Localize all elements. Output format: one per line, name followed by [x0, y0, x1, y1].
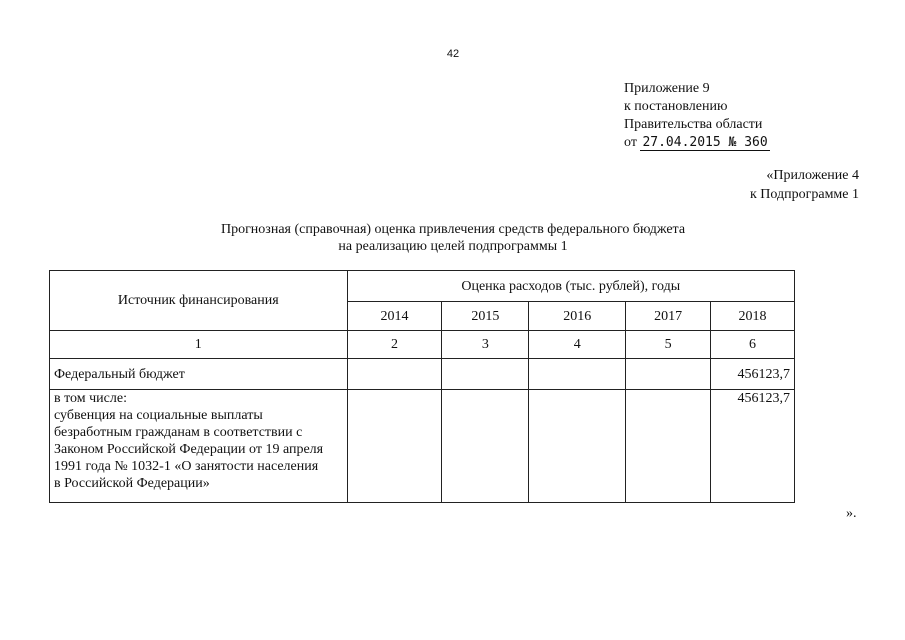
value-cell — [626, 359, 711, 390]
decree-number: 360 — [744, 135, 768, 150]
source-line: в том числе: — [54, 391, 127, 406]
value-cell — [626, 390, 711, 503]
appendix-date-line — [624, 134, 770, 152]
source-line: 1991 года № 1032-1 «О занятости населения — [54, 459, 319, 474]
source-line: безработным гражданам в соответствии с — [54, 425, 303, 440]
column-numbers-row — [50, 331, 795, 359]
subappendix-title: «Приложение 4 — [766, 168, 859, 183]
year-cell: 2014 — [347, 302, 442, 331]
appendix-line-2: к постановлению — [624, 99, 728, 114]
header-source: Источник финансирования — [50, 271, 348, 331]
funding-table — [49, 270, 795, 503]
number-sign: № — [728, 135, 737, 150]
value-cell — [529, 390, 626, 503]
source-line: Законом Российской Федерации от 19 апреля — [54, 442, 324, 457]
column-number: 6 — [711, 331, 795, 359]
title-line-2: на реализацию целей подпрограммы 1 — [338, 239, 568, 254]
column-number: 2 — [347, 331, 442, 359]
value-cell: 456123,7 — [711, 359, 795, 390]
column-number: 3 — [442, 331, 529, 359]
source-cell: Федеральный бюджет — [50, 359, 348, 390]
source-cell — [50, 390, 348, 503]
column-number: 4 — [529, 331, 626, 359]
header-row — [50, 271, 795, 302]
value-cell — [442, 359, 529, 390]
column-number: 5 — [626, 331, 711, 359]
document-title — [120, 221, 786, 255]
table-row — [50, 359, 795, 390]
value-cell: 456123,7 — [711, 390, 795, 503]
appendix-block — [624, 80, 770, 152]
appendix-title: Приложение 9 — [624, 81, 710, 96]
date-prefix: от — [624, 135, 637, 150]
column-number: 1 — [50, 331, 348, 359]
year-cell: 2015 — [442, 302, 529, 331]
year-cell: 2017 — [626, 302, 711, 331]
table-row — [50, 390, 795, 503]
source-line: в Российской Федерации» — [54, 476, 210, 491]
decree-date: 27.04.2015 — [642, 135, 721, 150]
title-line-1: Прогнозная (справочная) оценка привлечения средств федерального бюджета — [220, 222, 686, 237]
decree-date-number — [640, 135, 769, 151]
year-cell: 2016 — [529, 302, 626, 331]
value-cell — [529, 359, 626, 390]
year-cell: 2018 — [711, 302, 795, 331]
value-cell — [442, 390, 529, 503]
value-cell — [347, 359, 442, 390]
header-estimate: Оценка расходов (тыс. рублей), годы — [347, 271, 794, 302]
value-cell — [347, 390, 442, 503]
appendix-line-3: Правительства области — [624, 117, 763, 132]
source-line: субвенция на социальные выплаты — [54, 408, 263, 423]
subappendix-block — [750, 166, 859, 204]
subappendix-line-2: к Подпрограмме 1 — [749, 187, 859, 202]
page-number: 42 — [446, 48, 460, 60]
closing-quote: ». — [846, 506, 857, 521]
